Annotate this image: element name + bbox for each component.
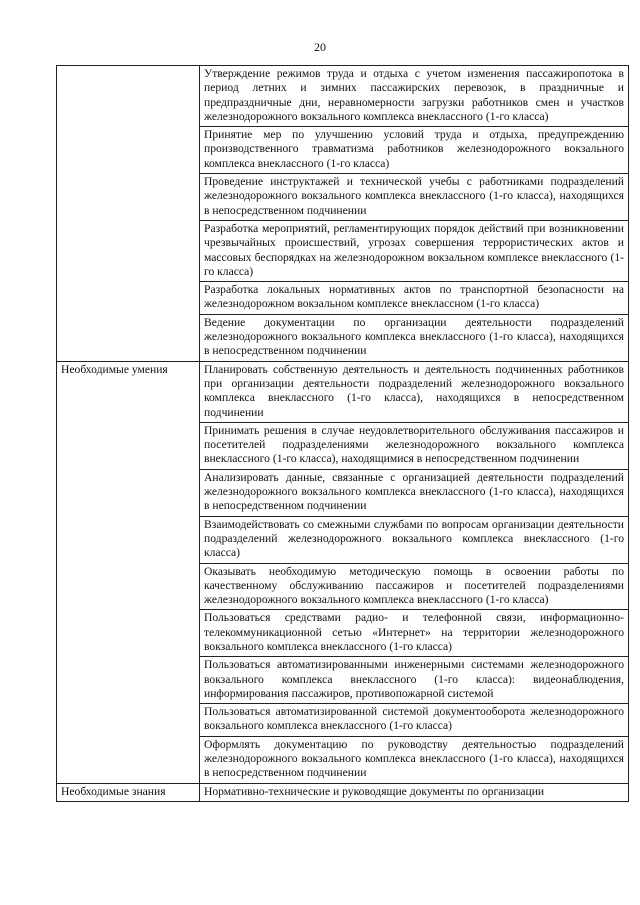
requirement-text: Разработка локальных нормативных актов по транспортной безопасности на железнодорожном вокзальном комплексе внеклассном (1-го класса) <box>204 283 624 311</box>
requirement-cell <box>200 66 629 127</box>
table-row <box>57 66 629 127</box>
requirement-cell <box>200 314 629 361</box>
requirement-text: Проведение инструктажей и технической учебы с работниками подразделений железнодорожного вокзального комплекса внеклассного (1-го класса), находящихся в непосредственном подчинении <box>204 175 624 217</box>
requirement-text: Взаимодействовать со смежными службами по вопросам организации деятельности подразделений железнодорожного вокзального комплекса внеклассного (1-го класса) <box>204 517 624 560</box>
requirement-cell <box>200 657 629 704</box>
section-label: Необходимые знания <box>61 784 166 798</box>
requirement-cell <box>200 736 629 783</box>
requirement-text: Принятие мер по улучшению условий труда и отдыха, предупреждению производственного травматизма работников железнодорожного вокзального комплекса внеклассного (1-го класса) <box>204 128 624 170</box>
requirement-text: Ведение документации по организации деятельности подразделений железнодорожного вокзального комплекса внеклассного (1-го класса), находящихся в непосредственном подчинении <box>204 315 624 358</box>
requirement-text: Анализировать данные, связанные с организацией деятельности подразделений железнодорожного вокзального комплекса внеклассного (1-го класса), находящихся в непосредственном подчинении <box>204 470 624 513</box>
requirement-cell <box>200 516 629 563</box>
requirement-cell <box>200 610 629 657</box>
requirement-text: Принимать решения в случае неудовлетворительного обслуживания пассажиров и посетителей подразделениями железнодорожного вокзального комплекса внеклассного (1-го класса), находящимися в непосредственном подчинении <box>204 423 624 466</box>
requirement-cell <box>200 220 629 281</box>
requirement-cell <box>200 783 629 801</box>
requirement-text: Оформлять документацию по руководству деятельностью подразделений железнодорожного вокзального комплекса внеклассного (1-го класса), находящихся в непосредственном подчинении <box>204 737 624 780</box>
requirement-cell <box>200 704 629 737</box>
requirement-cell <box>200 563 629 610</box>
requirement-text: Оказывать необходимую методическую помощь в освоении работы по качественному обслуживанию пассажиров и посетителей подразделениями железнодорожного вокзального комплекса внеклассного (1-го класса) <box>204 564 624 607</box>
requirement-text: Пользоваться автоматизированными инженерными системами железнодорожного вокзального комплекса внеклассного (1-го класса): видеонаблюдения, информирования пассажиров, противопожарной системой <box>204 658 624 700</box>
section-label: Необходимые умения <box>61 362 168 376</box>
requirement-cell <box>200 282 629 315</box>
table-row <box>57 361 629 422</box>
requirement-cell <box>200 422 629 469</box>
requirement-text: Разработка мероприятий, регламентирующих порядок действий при возникновении чрезвычайных происшествий, угрозах совершения террористических актов и массовых беспорядках на железнодорожном вокзальном комплексе внеклассного (1-го класса) <box>204 221 624 278</box>
requirement-text: Утверждение режимов труда и отдыха с учетом изменения пассажиропотока в период летних и зимних пассажирских перевозок, в праздничные и предпраздничные дни, неравномерности загрузки работников смен и участков железнодорожного вокзального комплекса внеклассного (1-го класса) <box>204 67 624 123</box>
page-number: 20 <box>314 40 326 54</box>
requirement-text: Нормативно-технические и руководящие документы по организации <box>204 784 545 798</box>
requirement-cell <box>200 127 629 174</box>
requirement-cell <box>200 361 629 422</box>
table-row <box>57 783 629 801</box>
requirements-table <box>56 65 629 802</box>
requirement-cell <box>200 174 629 221</box>
requirements-table-body <box>57 66 629 802</box>
requirement-text: Пользоваться средствами радио- и телефонной связи, информационно-телекоммуникационной сетью «Интернет» на территории железнодорожного вокзального комплекса внеклассного (1-го класса) <box>204 611 624 653</box>
requirement-cell <box>200 469 629 516</box>
requirement-text: Планировать собственную деятельность и деятельность подчиненных работников при организации деятельности подразделений железнодорожного вокзального комплекса внеклассного (1-го класса), находящихся в непосредственном подчинении <box>204 362 624 419</box>
section-label-cell <box>57 361 200 783</box>
section-label-cell <box>57 66 200 362</box>
requirement-text: Пользоваться автоматизированной системой документооборота железнодорожного вокзального комплекса внеклассного (1-го класса) <box>204 705 624 733</box>
section-label-cell <box>57 783 200 801</box>
